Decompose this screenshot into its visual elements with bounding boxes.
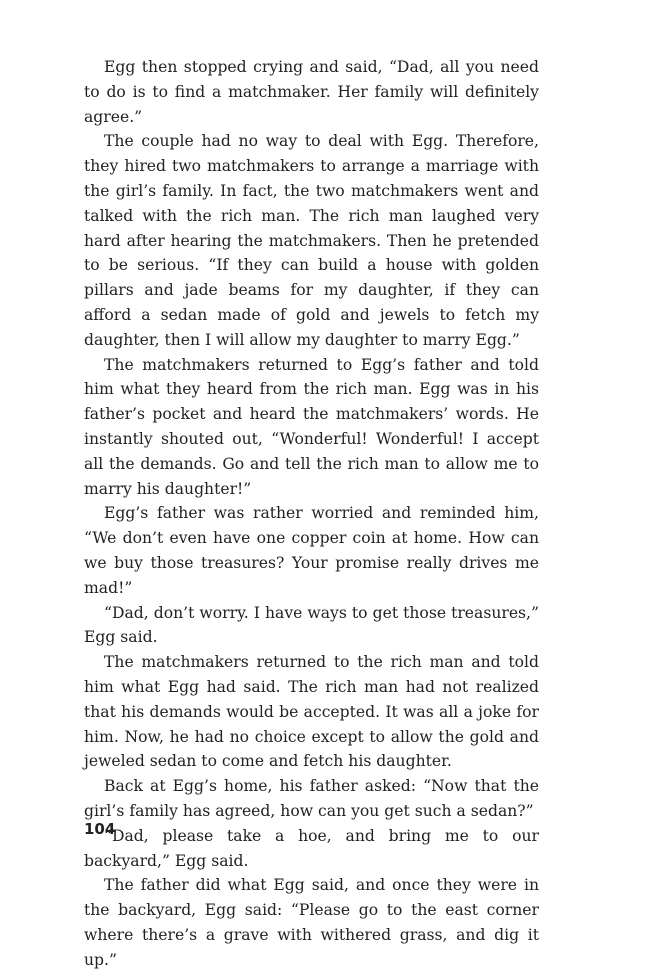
paragraph-5: “Dad, don’t worry. I have ways to get those treasures,” Egg said.	[84, 603, 539, 647]
paragraph-6: The matchmakers returned to the rich man and told him what Egg had said. The rich man had not realized that his demands would be accepted. It was all a joke for him. Now, he had no choice except to allow the gold and jeweled sedan to come and fetch his daughter.	[84, 653, 539, 771]
paragraph-2: The couple had no way to deal with Egg. Therefore, they hired two matchmakers to arrange a marriage with the girl’s family. In fact, the two matchmakers went and talked with the rich man. The rich man laughed very hard after hearing the matchmakers. Then he pretended to be serious. “If they can build a house with golden pillars and jade beams for my daughter, if they can afford a sedan made of gold and jewels to fetch my daughter, then I will allow my daughter to marry Egg.”	[84, 132, 539, 349]
paragraph-3: The matchmakers returned to Egg’s father and told him what they heard from the rich man. Egg was in his father’s pocket and heard the matchmakers’ words. He instantly shouted out, “Wonderful! Wonderful! I accept all the demands. Go and tell the rich man to allow me to marry his daughter!”	[84, 355, 539, 498]
page-number: 104	[84, 820, 116, 838]
paragraph-8: “Dad, please take a hoe, and bring me to our backyard,” Egg said.	[84, 826, 539, 870]
paragraph-4: Egg’s father was rather worried and reminded him, “We don’t even have one copper coin at home. How can we buy those treasures? Your promise really drives me mad!”	[84, 504, 539, 597]
paragraph-9: The father did what Egg said, and once they were in the backyard, Egg said: “Please go to the east corner where there’s a grave with withered grass, and dig it up.”	[84, 876, 539, 969]
paragraph-1: Egg then stopped crying and said, “Dad, all you need to do is to find a matchmaker. Her family will definitely agree.”	[84, 58, 539, 126]
body-text	[84, 55, 539, 972]
paragraph-7: Back at Egg’s home, his father asked: “Now that the girl’s family has agreed, how can you get such a sedan?”	[84, 777, 539, 820]
